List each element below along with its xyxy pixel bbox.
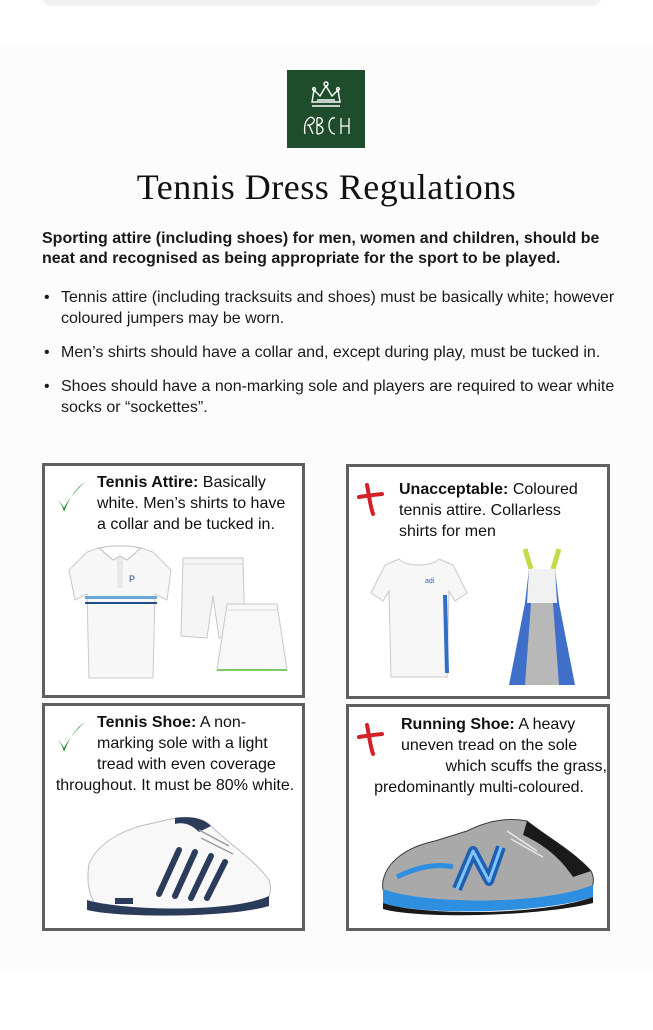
white-tennis-shoe-image — [79, 810, 275, 920]
cross-icon — [355, 481, 385, 517]
check-icon — [51, 480, 87, 516]
bullet-icon: • — [44, 289, 50, 306]
white-tshirt-image — [369, 555, 469, 681]
card-heading: Tennis Attire: — [97, 474, 199, 491]
white-skirt-image — [215, 602, 289, 678]
card-running-shoe: Running Shoe: A heavy uneven tread on the sole which scuffs the grass, predominantly multi-coloured. — [346, 704, 610, 931]
list-item: • Tennis attire (including tracksuits and shoes) must be basically white; however coloured jumpers may be worn. — [44, 289, 615, 327]
card-heading: Tennis Shoe: — [97, 714, 197, 731]
crown-icon — [306, 80, 346, 112]
page-title: Tennis Dress Regulations — [136, 167, 517, 207]
card-heading: Running Shoe: — [401, 716, 515, 733]
svg-text:P: P — [129, 574, 136, 584]
card-heading: Unacceptable: — [399, 481, 509, 498]
intro-text: Sporting attire (including shoes) for men, women and children, should be neat and recognised as being appropriate for the sport to be played. — [42, 230, 600, 267]
coloured-dress-image — [507, 545, 577, 687]
svg-text:adi: adi — [425, 578, 435, 585]
running-shoe-image — [377, 811, 599, 917]
card-tennis-shoe: Tennis Shoe: A non- marking sole with a light tread with even coverage throughout. It must be 80% white. — [42, 703, 305, 931]
card-unacceptable-attire: Unacceptable: Coloured tennis attire. Collarless shirts for men adi — [346, 464, 610, 699]
monogram-icon — [299, 112, 353, 138]
white-polo-shirt-image — [67, 542, 173, 682]
top-bar — [42, 0, 602, 6]
cross-icon — [355, 721, 385, 757]
list-item: • Shoes should have a non-marking sole and players are required to wear white socks or “sockettes”. — [44, 378, 615, 416]
card-tennis-attire: Tennis Attire: Basically white. Men’s shirts to have a collar and be tucked in. P — [42, 463, 305, 698]
bullet-icon: • — [44, 344, 50, 361]
list-item: • Men’s shirts should have a collar and, except during play, must be tucked in. — [44, 344, 601, 361]
club-logo — [287, 70, 365, 148]
check-icon — [51, 720, 87, 756]
rules-list — [42, 287, 622, 431]
bullet-icon: • — [44, 378, 50, 395]
